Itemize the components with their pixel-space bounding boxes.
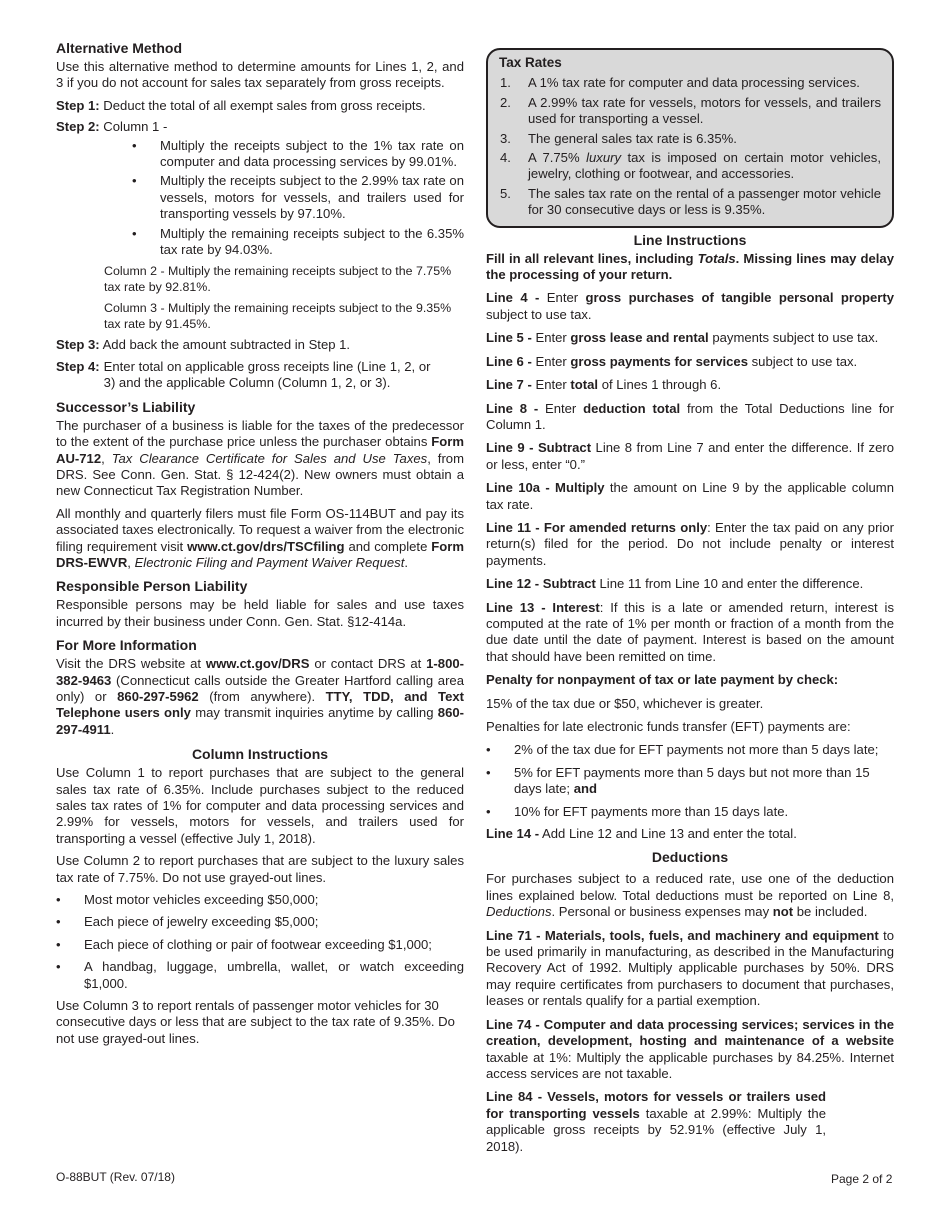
list-item xyxy=(56,914,464,930)
list-item-text: A 1% tax rate for computer and data processing services. xyxy=(528,75,860,91)
step-label: Step 1: xyxy=(56,97,100,113)
step-4 xyxy=(56,359,464,392)
emphasis: gross payments for services xyxy=(570,353,748,369)
line-12-instruction xyxy=(486,576,894,592)
list-item xyxy=(486,765,894,798)
list-item xyxy=(56,937,464,953)
text: Add Line 12 and Line 13 and enter the total. xyxy=(539,826,797,842)
list-item-text: Multiply the receipts subject to the 2.99% tax rate on vessels, motors for vessels, and trailers used for transporting vessels by 97.10%. xyxy=(160,173,464,222)
section-heading: Deductions xyxy=(651,849,729,866)
list-item-text: tax is imposed on certain motor vehicles, jewelry, clothing or footwear, and accessories. xyxy=(528,150,881,182)
phone-number[interactable]: 860-297-4911 xyxy=(56,705,465,737)
section-heading: Line Instructions xyxy=(633,231,747,248)
text: payments subject to use tax. xyxy=(708,330,879,346)
text: All monthly and quarterly filers must file Form OS-114BUT and pay its associated taxes electronically. To request a waiver from the electronic filing requirement visit xyxy=(56,505,464,554)
list-item-text: Multiply the remaining receipts subject to the 6.35% tax rate by 94.03%. xyxy=(160,225,464,258)
list-item-text: A 7.75% xyxy=(528,150,587,166)
bullet-icon: • xyxy=(132,173,137,189)
list-item-text: Each piece of jewelry exceeding $5,000; xyxy=(84,914,319,930)
form-title: Electronic Filing and Payment Waiver Request xyxy=(134,554,405,570)
line-instructions-section xyxy=(486,232,894,843)
paragraph: Use Column 1 to report purchases that are subject to the general sales tax rate of 6.35%. Include purchases subject to the reduced sales tax rates of 1% for computer and data processing services and 2.99% for vessels, motors for vessels, and trailers used for transporting a vessel (effective July 1, 2018). xyxy=(56,765,464,846)
item-number: 5. xyxy=(500,185,511,201)
paragraph: Use this alternative method to determine amounts for Lines 1, 2, and 3 if you do not account for sales tax separately from gross receipts. xyxy=(56,59,464,91)
line-5-instruction xyxy=(486,330,894,346)
luxury-list xyxy=(56,892,464,992)
phone-number[interactable]: 860-297-5962 xyxy=(117,688,199,704)
text: . Missing lines may delay the processing of your return. xyxy=(486,250,894,283)
text: : If this is a late or amended return, interest is computed at the rate of 1% per month or fraction of a month from the due date until the date of payment. Interest is based on the amount that should have been remitted on time. xyxy=(486,599,894,664)
bullet-icon: • xyxy=(486,742,491,758)
line-74-instruction xyxy=(486,1017,894,1083)
text: subject to use tax. xyxy=(748,353,858,369)
text: : Enter the tax paid on any prior return(s) filed for the period. Do not include penalty or interest payments. xyxy=(486,519,894,568)
tax-rates-box xyxy=(486,48,894,228)
text: taxable at 2.99%: Multiply the applicable gross receipts by 52.91% (effective July 1, 2018). xyxy=(486,1105,826,1154)
emphasis: not xyxy=(772,904,794,920)
step-text: Add back the amount subtracted in Step 1. xyxy=(102,337,351,353)
text: Enter xyxy=(531,377,571,393)
line-label: Line 74 - Computer and data processing services; services in the creation, development, hosting and maintenance of a website xyxy=(486,1016,894,1049)
text: subject to use tax. xyxy=(486,306,592,322)
text: taxable at 1%: Multiply the applicable purchases by 84.25%. Internet access services are not taxable. xyxy=(486,1049,894,1081)
text: Enter xyxy=(538,400,584,416)
step-1 xyxy=(56,98,464,114)
step-text: Column 1 - xyxy=(103,119,168,135)
text: , xyxy=(127,554,135,570)
list-item xyxy=(56,959,464,992)
text: For purchases subject to a reduced rate, use one of the deduction lines explained below. Total deductions must be reported on Line 8, xyxy=(486,871,894,903)
form-name: Form DRS-EWVR xyxy=(56,538,465,570)
line-14-instruction xyxy=(486,826,894,842)
paragraph xyxy=(486,871,894,920)
text: (from anywhere). xyxy=(198,688,326,704)
line-label: Line 14 - xyxy=(486,826,540,842)
paragraph: Use Column 3 to report rentals of passenger motor vehicles for 30 consecutive days or less that are subject to the tax rate of 9.35%. Do not use grayed-out lines. xyxy=(56,998,455,1046)
list-item xyxy=(56,226,464,259)
text: Enter xyxy=(539,290,586,306)
text: may transmit inquiries anytime by calling xyxy=(190,705,438,721)
tax-rates-title: Tax Rates xyxy=(499,55,562,70)
emphasis: and xyxy=(573,781,597,797)
list-item xyxy=(499,186,881,219)
line-4-instruction xyxy=(486,290,894,323)
line-label: Line 84 - Vessels, motors for vessels or trailers used for transporting vessels xyxy=(486,1089,826,1121)
section-heading: Column Instructions xyxy=(191,746,329,763)
emphasis: luxury xyxy=(586,150,622,166)
section-heading: Responsible Person Liability xyxy=(56,578,248,595)
line-6-instruction xyxy=(486,354,894,370)
item-number: 1. xyxy=(500,75,511,91)
emphasis: deduction total xyxy=(583,400,681,416)
text: the amount on Line 9 by the applicable column tax rate. xyxy=(486,480,894,512)
step-label: Step 4: xyxy=(56,358,100,374)
line-label: Line 8 - xyxy=(486,400,539,416)
text: or contact DRS at xyxy=(309,656,427,672)
text: to be used primarily in manufacturing, as described in the Manufacturing Recovery Act of 1992. Multiply applicable purchases by 50%. DRS may require certificates from purchasers to document that purchases, leases or rentals qualify for a partial exemption. xyxy=(486,927,895,1009)
bullet-icon: • xyxy=(486,803,491,819)
bullet-icon: • xyxy=(56,959,61,975)
bullet-icon: • xyxy=(486,764,491,780)
text: Line 8 from Line 7 and enter the difference. If zero or less, enter “0.” xyxy=(486,440,894,472)
text: Enter xyxy=(531,353,571,369)
line-label: Line 10a - Multiply xyxy=(486,480,605,496)
section-heading: Alternative Method xyxy=(56,40,183,56)
emphasis: gross purchases of tangible personal property xyxy=(585,290,894,306)
list-item-text: Multiply the receipts subject to the 1% tax rate on computer and data processing services by 99.01%. xyxy=(160,137,464,170)
line-label: Line 13 - Interest xyxy=(486,599,600,615)
bullet-icon: • xyxy=(56,914,61,930)
list-item-text: The general sales tax rate is 6.35%. xyxy=(528,130,737,146)
line-84-instruction xyxy=(486,1089,826,1155)
left-column xyxy=(56,40,464,1053)
step-label: Step 2: xyxy=(56,119,100,135)
emphasis: total xyxy=(570,377,599,393)
text: Enter xyxy=(531,330,571,346)
step-2 xyxy=(56,119,464,135)
list-item-text: Each piece of clothing or pair of footwear exceeding $1,000; xyxy=(84,936,432,952)
paragraph: Penalties for late electronic funds transfer (EFT) payments are: xyxy=(486,719,851,734)
bullet-icon: • xyxy=(56,936,61,952)
text: . xyxy=(404,554,408,570)
list-item xyxy=(499,75,881,91)
form-title: Tax Clearance Certificate for Sales and Use Taxes xyxy=(111,450,428,466)
line-8-instruction xyxy=(486,401,894,434)
emphasis: Deductions xyxy=(486,904,552,920)
step-text: Deduct the total of all exempt sales from gross receipts. xyxy=(103,97,426,113)
responsible-section xyxy=(56,578,464,630)
text: (Connecticut calls outside the Greater Hartford calling area only) or xyxy=(56,672,464,704)
line-13-instruction xyxy=(486,600,894,666)
bullet-icon: • xyxy=(132,137,137,153)
emphasis: Totals xyxy=(697,250,736,266)
more-info-section xyxy=(56,637,464,738)
tax-rates-list xyxy=(499,75,881,218)
line-11-instruction xyxy=(486,520,894,569)
list-item xyxy=(499,150,881,183)
list-item xyxy=(486,804,894,820)
paragraph: 15% of the tax due or $50, whichever is greater. xyxy=(486,695,764,711)
column-3-note: Column 3 - Multiply the remaining receipts subject to the 9.35% tax rate by 91.45%. xyxy=(104,301,452,332)
successor-section xyxy=(56,399,464,572)
emphasis: TTY, TDD, and Text Telephone users only xyxy=(56,688,464,721)
paragraph xyxy=(56,418,464,500)
text: , xyxy=(101,450,112,466)
text: . Personal or business expenses may xyxy=(551,904,773,920)
text: and complete xyxy=(344,538,432,554)
list-item xyxy=(56,173,464,222)
line-71-instruction xyxy=(486,928,894,1010)
step-text: Enter total on applicable gross receipts line (Line 1, 2, or 3) and the applicable Column (Column 1, 2, or 3). xyxy=(103,358,431,391)
line-label: Line 5 - xyxy=(486,330,532,346)
line-label: Line 11 - For amended returns only xyxy=(486,519,708,535)
form-name: Form AU-712 xyxy=(56,434,464,466)
paragraph: Responsible persons may be held liable for sales and use taxes incurred by their business under Conn. Gen. Stat. §12-414a. xyxy=(56,597,464,629)
text: from the Total Deductions line for Column 1. xyxy=(486,400,894,432)
item-number: 2. xyxy=(500,94,511,110)
line-label: Line 4 - xyxy=(486,290,540,306)
text: Fill in all relevant lines, including xyxy=(486,250,698,266)
column-instructions-section xyxy=(56,746,464,1047)
line-label: Line 7 - xyxy=(486,377,532,393)
deductions-section xyxy=(486,849,894,1155)
list-item-text: A 2.99% tax rate for vessels, motors for vessels, and trailers used for transporting a vessel. xyxy=(528,94,881,127)
paragraph xyxy=(486,251,894,284)
step-label: Step 3: xyxy=(56,337,100,353)
list-item-text: 5% for EFT payments more than 5 days but not more than 15 days late; xyxy=(514,764,870,797)
step-3 xyxy=(56,337,464,353)
text: The purchaser of a business is liable for the taxes of the predecessor to the extent of the purchase price unless the purchaser obtains xyxy=(56,417,464,450)
line-10a-instruction xyxy=(486,480,894,513)
line-label: Line 9 - Subtract xyxy=(486,440,592,456)
eft-penalty-list xyxy=(486,742,894,820)
item-number: 4. xyxy=(500,150,511,166)
line-label: Line 6 - xyxy=(486,353,532,369)
step-2-bullets xyxy=(56,138,464,259)
alternative-method-section xyxy=(56,40,464,392)
list-item-text: A handbag, luggage, umbrella, wallet, or watch exceeding $1,000. xyxy=(84,959,464,991)
item-number: 3. xyxy=(500,130,511,146)
list-item xyxy=(499,131,881,147)
list-item xyxy=(56,892,464,908)
paragraph: Use Column 2 to report purchases that are subject to the luxury sales tax rate of 7.75%. Do not use grayed-out lines. xyxy=(56,853,464,885)
section-heading: Successor’s Liability xyxy=(56,398,196,415)
list-item xyxy=(499,95,881,128)
text: Visit the DRS website at xyxy=(56,656,206,672)
list-item-text: 2% of the tax due for EFT payments not more than 5 days late; xyxy=(514,742,879,758)
text: be included. xyxy=(793,904,868,920)
paragraph xyxy=(56,506,464,572)
line-9-instruction xyxy=(486,440,894,473)
bullet-icon: • xyxy=(132,225,137,241)
list-item-text: The sales tax rate on the rental of a passenger motor vehicle for 30 consecutive days or less is 9.35%. xyxy=(528,185,881,218)
phone-number[interactable]: 1-800-382-9463 xyxy=(56,656,464,688)
web-link[interactable]: www.ct.gov/DRS xyxy=(205,656,310,672)
list-item-text: 10% for EFT payments more than 15 days late. xyxy=(514,803,789,819)
web-link[interactable]: www.ct.gov/drs/TSCfiling xyxy=(187,538,345,554)
list-item xyxy=(486,742,894,758)
penalty-heading: Penalty for nonpayment of tax or late payment by check: xyxy=(486,672,839,688)
bullet-icon: • xyxy=(56,892,61,908)
form-id: O-88BUT (Rev. 07/18) xyxy=(56,1170,175,1184)
right-column xyxy=(486,44,894,1162)
column-2-note: Column 2 - Multiply the remaining receipts subject to the 7.75% tax rate by 92.81%. xyxy=(104,264,452,295)
list-item xyxy=(56,138,464,171)
section-heading: For More Information xyxy=(56,637,197,654)
paragraph xyxy=(56,656,464,738)
line-label: Line 12 - Subtract xyxy=(486,576,596,592)
text: . xyxy=(110,721,115,737)
line-7-instruction xyxy=(486,377,894,393)
emphasis: gross lease and rental xyxy=(570,330,709,346)
text: of Lines 1 through 6. xyxy=(598,377,722,393)
line-label: Line 71 - Materials, tools, fuels, and machinery and equipment xyxy=(486,927,879,943)
text: Line 11 from Line 10 and enter the difference. xyxy=(595,576,864,592)
list-item-text: Most motor vehicles exceeding $50,000; xyxy=(84,892,319,908)
text: , from DRS. See Conn. Gen. Stat. § 12-424(2). New owners must obtain a new Connecticut Tax Registration Number. xyxy=(56,450,464,499)
page-number: Page 2 of 2 xyxy=(831,1172,893,1186)
